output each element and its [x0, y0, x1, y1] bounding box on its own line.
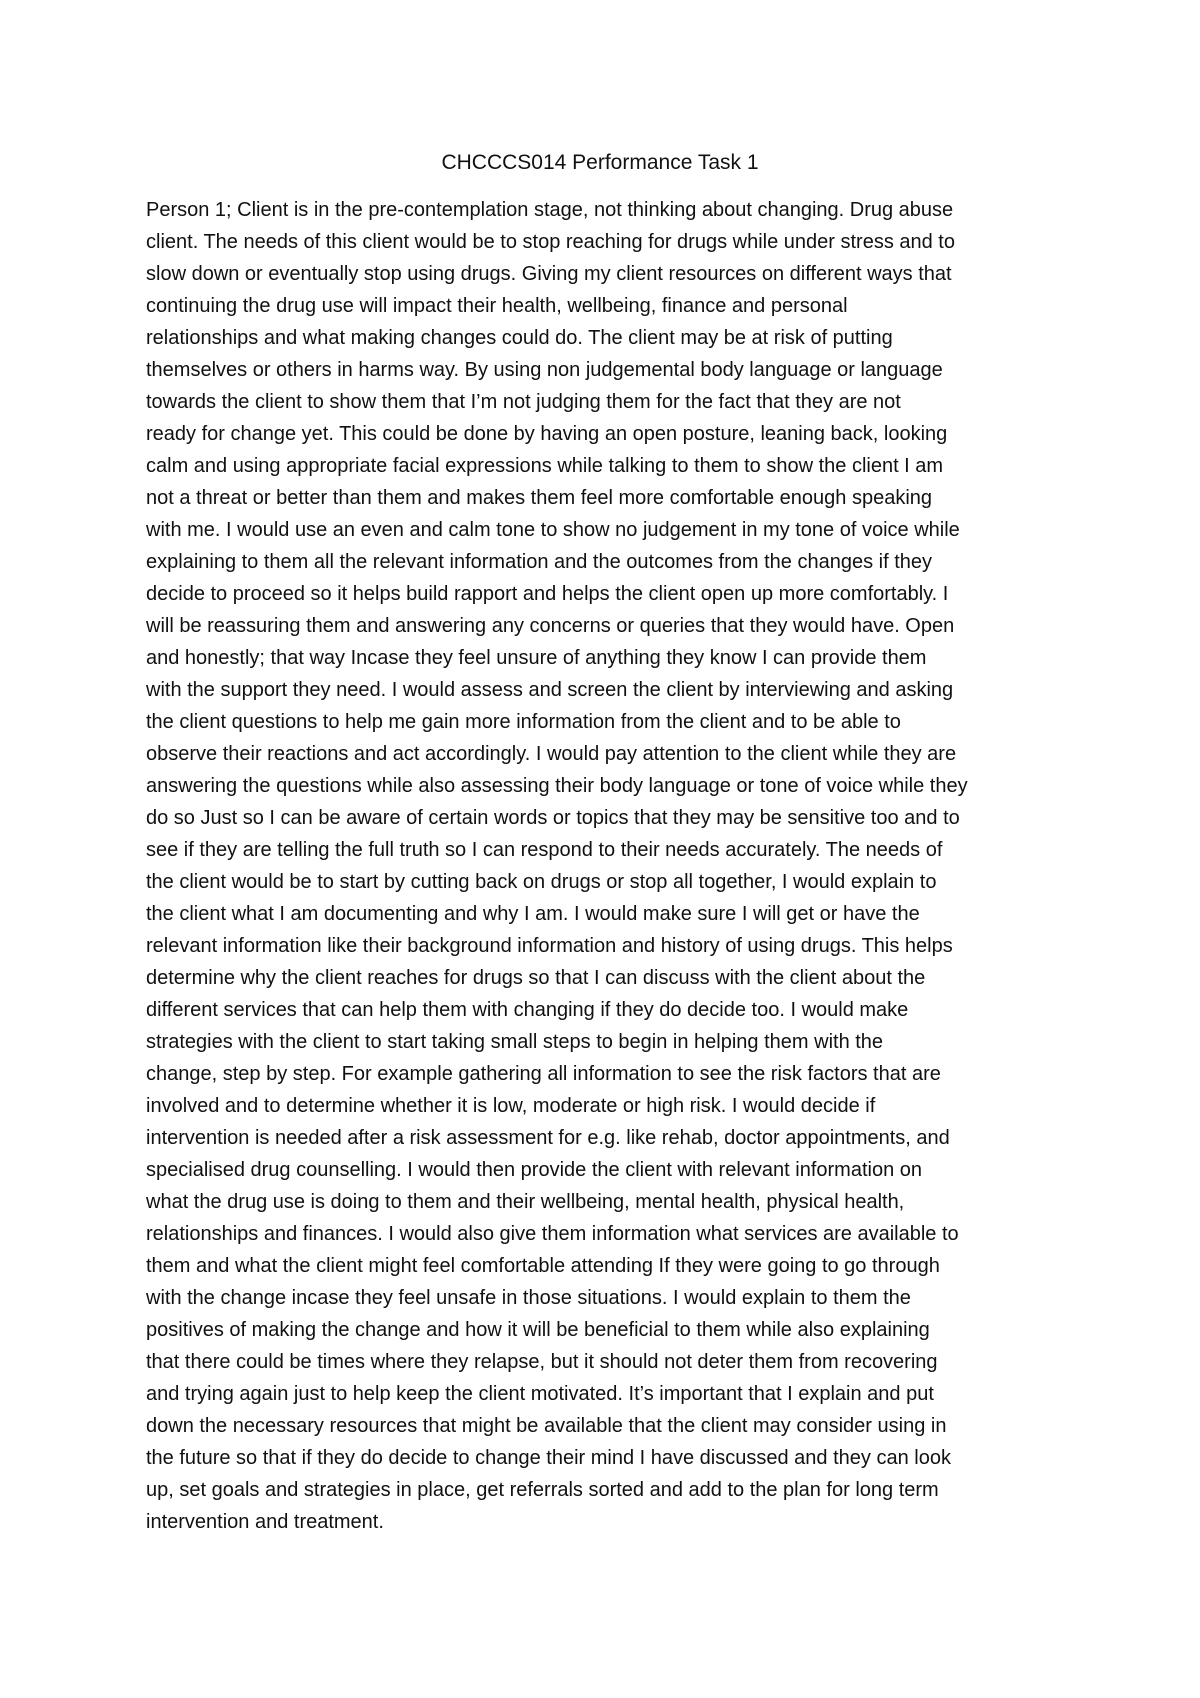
text-line: that there could be times where they relapse, but it should not deter them from recovering: [146, 1351, 938, 1373]
text-line: the client what I am documenting and why I am. I would make sure I will get or have the: [146, 903, 920, 925]
text-line: will be reassuring them and answering any concerns or queries that they would have. Open: [146, 615, 955, 637]
text-line: what the drug use is doing to them and their wellbeing, mental health, physical health,: [146, 1191, 905, 1213]
text-line: observe their reactions and act accordingly. I would pay attention to the client while they are: [146, 743, 957, 765]
text-line: decide to proceed so it helps build rapport and helps the client open up more comfortably. I: [146, 583, 949, 605]
text-line: determine why the client reaches for drugs so that I can discuss with the client about the: [146, 967, 926, 989]
text-line: different services that can help them with changing if they do decide too. I would make: [146, 999, 909, 1021]
text-line: down the necessary resources that might be available that the client may consider using in: [146, 1415, 947, 1437]
text-line: answering the questions while also assessing their body language or tone of voice while they: [146, 775, 968, 797]
text-line: intervention is needed after a risk assessment for e.g. like rehab, doctor appointments, and: [146, 1127, 950, 1149]
body-paragraph: [146, 194, 1076, 1538]
text-line: not a threat or better than them and makes them feel more comfortable enough speaking: [146, 487, 933, 509]
text-line: positives of making the change and how it will be beneficial to them while also explaining: [146, 1319, 930, 1341]
text-line: the future so that if they do decide to change their mind I have discussed and they can look: [146, 1447, 951, 1469]
text-line: strategies with the client to start taking small steps to begin in helping them with the: [146, 1031, 884, 1053]
text-line: change, step by step. For example gathering all information to see the risk factors that are: [146, 1063, 941, 1085]
text-line: do so Just so I can be aware of certain words or topics that they may be sensitive too and to: [146, 807, 960, 829]
text-line: explaining to them all the relevant information and the outcomes from the changes if they: [146, 551, 933, 573]
text-line: specialised drug counselling. I would then provide the client with relevant information on: [146, 1159, 923, 1181]
text-line: up, set goals and strategies in place, get referrals sorted and add to the plan for long term: [146, 1479, 939, 1501]
text-line: with the change incase they feel unsafe in those situations. I would explain to them the: [146, 1287, 911, 1309]
document-title: CHCCCS014 Performance Task 1: [441, 151, 759, 174]
text-line: see if they are telling the full truth so I can respond to their needs accurately. The needs of: [146, 839, 943, 861]
text-line: ready for change yet. This could be done by having an open posture, leaning back, looking: [146, 423, 948, 445]
text-line: the client questions to help me gain more information from the client and to be able to: [146, 711, 901, 733]
text-line: slow down or eventually stop using drugs. Giving my client resources on different ways that: [146, 263, 952, 285]
text-line: calm and using appropriate facial expressions while talking to them to show the client I am: [146, 455, 944, 477]
text-line: with me. I would use an even and calm tone to show no judgement in my tone of voice while: [146, 519, 960, 541]
text-line: involved and to determine whether it is low, moderate or high risk. I would decide if: [146, 1095, 876, 1117]
text-line: themselves or others in harms way. By using non judgemental body language or language: [146, 359, 943, 381]
text-line: Person 1; Client is in the pre-contemplation stage, not thinking about changing. Drug abuse: [146, 199, 954, 221]
text-line: intervention and treatment.: [146, 1511, 384, 1533]
text-line: the client would be to start by cutting back on drugs or stop all together, I would explain to: [146, 871, 937, 893]
text-line: with the support they need. I would assess and screen the client by interviewing and asking: [146, 679, 954, 701]
text-line: and honestly; that way Incase they feel unsure of anything they know I can provide them: [146, 647, 927, 669]
text-line: towards the client to show them that I’m not judging them for the fact that they are not: [146, 391, 901, 413]
text-line: relevant information like their background information and history of using drugs. This helps: [146, 935, 953, 957]
text-line: and trying again just to help keep the client motivated. It’s important that I explain and put: [146, 1383, 934, 1405]
text-line: them and what the client might feel comfortable attending If they were going to go through: [146, 1255, 940, 1277]
text-line: relationships and finances. I would also give them information what services are available to: [146, 1223, 959, 1245]
text-line: continuing the drug use will impact their health, wellbeing, finance and personal: [146, 295, 848, 317]
text-line: client. The needs of this client would be to stop reaching for drugs while under stress and to: [146, 231, 955, 253]
text-line: relationships and what making changes could do. The client may be at risk of putting: [146, 327, 893, 349]
